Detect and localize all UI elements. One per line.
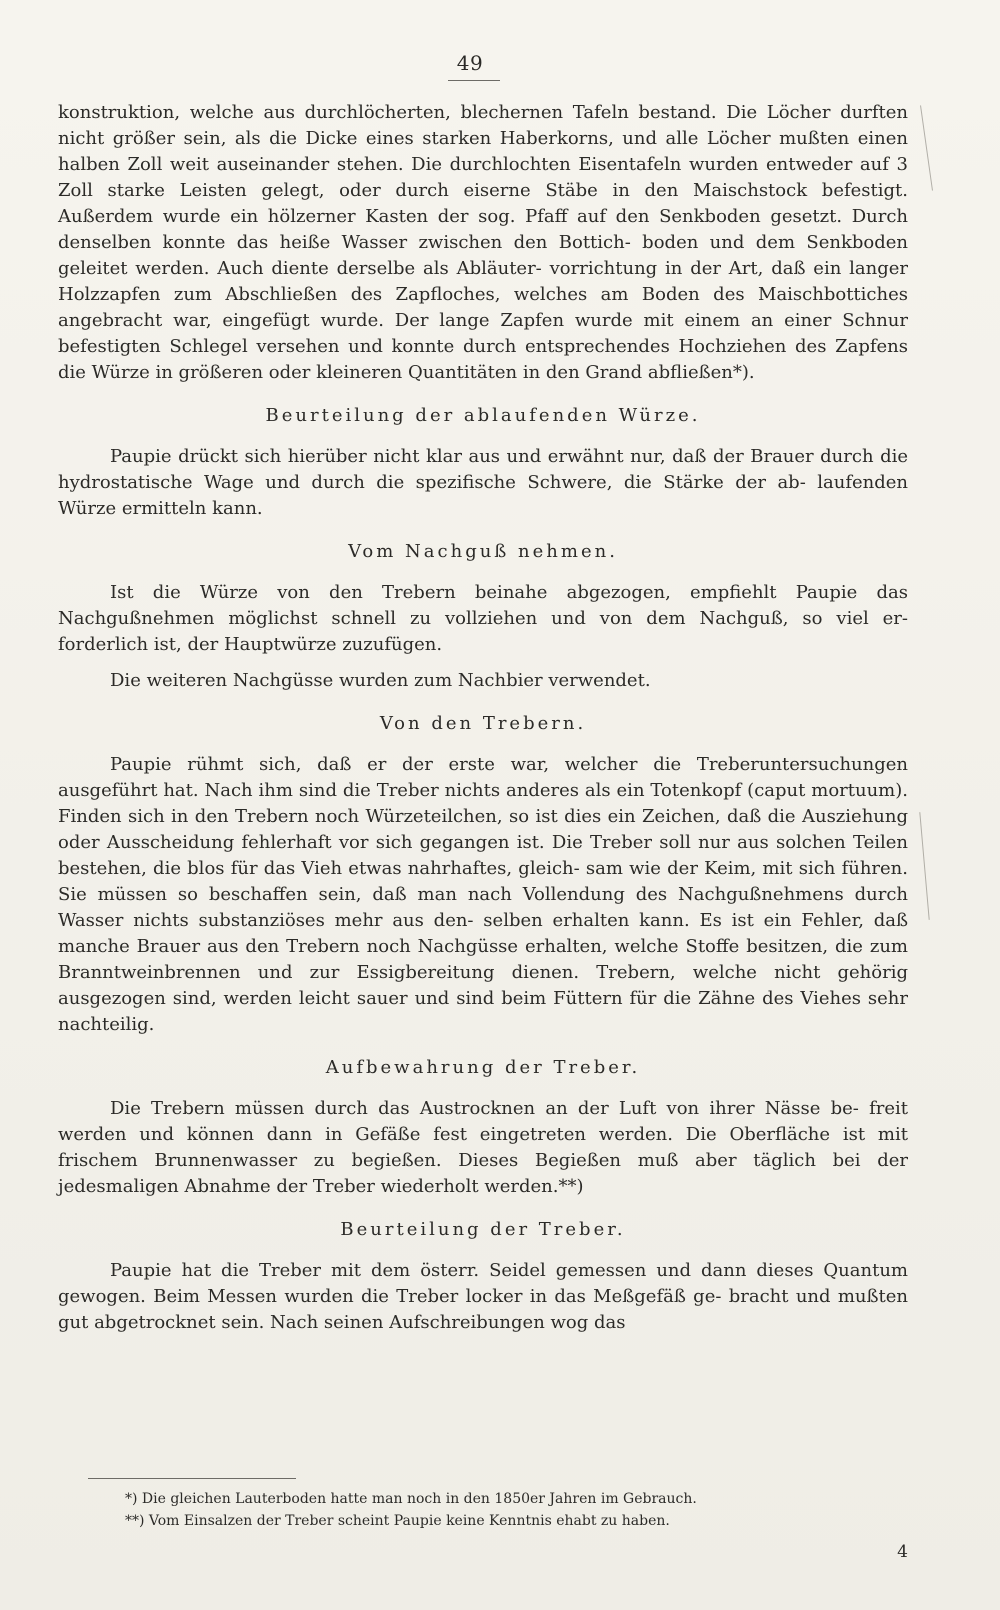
margin-mark — [919, 812, 929, 920]
signature-mark: 4 — [897, 1542, 908, 1562]
body-paragraph: Paupie drückt sich hierüber nicht klar aus und erwähnt nur, daß der Brauer durch die hydrostatische Wage und durch die spezifische Schwere, die Stärke der ab- laufenden Würze ermitteln kann. — [58, 446, 908, 519]
body-paragraph: Die Trebern müssen durch das Austrocknen an der Luft von ihrer Nässe be- freit werden und können dann in Gefäße fest eingetreten werden. Die Oberfläche ist mit frischem Brunnenwasser zu begießen. Dieses Begießen muß aber täglich bei der jedesmaligen Abnahme der Treber wiederholt werden.**) — [58, 1098, 908, 1197]
footnotes — [125, 1488, 905, 1532]
body-paragraph: Paupie hat die Treber mit dem österr. Seidel gemessen und dann dieses Quantum gewogen. Beim Messen wurden die Treber locker in das Meßgefäß ge- bracht und mußten gut abgetrocknet sein. Nach seinen Aufschreibungen wog das — [58, 1260, 908, 1333]
footnote-rule — [88, 1478, 296, 1479]
body-paragraph: Ist die Würze von den Trebern beinahe abgezogen, empfiehlt Paupie das Nachgußnehmen möglichst schnell zu vollziehen und von dem Nachguß, so viel er- forderlich ist, der Hauptwürze zuzufügen. — [58, 582, 908, 655]
section-heading: Aufbewahrung der Treber. — [325, 1057, 641, 1078]
section-heading: Beurteilung der Treber. — [340, 1219, 626, 1240]
page-number: 49 — [456, 51, 484, 75]
section-heading: Beurteilung der ablaufenden Würze. — [265, 405, 701, 426]
section-heading: Von den Trebern. — [379, 713, 587, 734]
page-body — [58, 100, 908, 1346]
section-heading: Vom Nachguß nehmen. — [348, 541, 618, 562]
page-number-rule — [448, 80, 500, 81]
body-paragraph: Paupie rühmt sich, daß er der erste war, welcher die Treberuntersuchungen ausgeführt hat. Nach ihm sind die Treber nichts anderes als ein Totenkopf (caput mortuum). Finden sich in den Trebern noch Würzeteilchen, so ist dies ein Zeichen, daß die Ausziehung oder Ausscheidung fehlerhaft vor sich gegangen ist. Die Treber soll nur aus solchen Teilen bestehen, die blos für das Vieh etwas nahrhaftes, gleich- sam wie der Keim, mit sich führen. Sie müssen so beschaffen sein, daß man nach Vollendung des Nachgußnehmens durch Wasser nichts substanziöses mehr aus den- selben erhalten kann. Es ist ein Fehler, daß manche Brauer aus den Trebern noch Nachgüsse erhalten, welche Stoffe besitzen, die zum Branntweinbrennen und zur Essigbereitung dienen. Trebern, welche nicht gehörig ausgezogen sind, werden leicht sauer und sind beim Füttern für die Zähne des Viehes sehr nachteilig. — [58, 754, 908, 1035]
body-paragraph: Die weiteren Nachgüsse wurden zum Nachbier verwendet. — [110, 670, 651, 691]
footnote: *) Die gleichen Lauterboden hatte man noch in den 1850er Jahren im Gebrauch. — [125, 1491, 697, 1507]
footnote: **) Vom Einsalzen der Treber scheint Paupie keine Kenntnis ehabt zu haben. — [125, 1513, 670, 1529]
body-paragraph: konstruktion, welche aus durchlöcherten, blechernen Tafeln bestand. Die Löcher durften nicht größer sein, als die Dicke eines starken Haberkorns, und alle Löcher mußten einen halben Zoll weit auseinander stehen. Die durchlochten Eisentafeln wurden entweder auf 3 Zoll starke Leisten gelegt, oder durch eiserne Stäbe in den Maischstock befestigt. Außerdem wurde ein hölzerner Kasten der sog. Pfaff auf den Senkboden gesetzt. Durch denselben konnte das heiße Wasser zwischen den Bottich- boden und dem Senkboden geleitet werden. Auch diente derselbe als Abläuter- vorrichtung in der Art, daß ein langer Holzzapfen zum Abschließen des Zapfloches, welches am Boden des Maischbottiches angebracht war, eingefügt wurde. Der lange Zapfen wurde mit einem an einer Schnur befestigten Schlegel versehen und konnte durch entsprechendes Hochziehen des Zapfens die Würze in größeren oder kleineren Quantitäten in den Grand abfließen*). — [58, 102, 908, 383]
margin-mark — [920, 105, 933, 190]
